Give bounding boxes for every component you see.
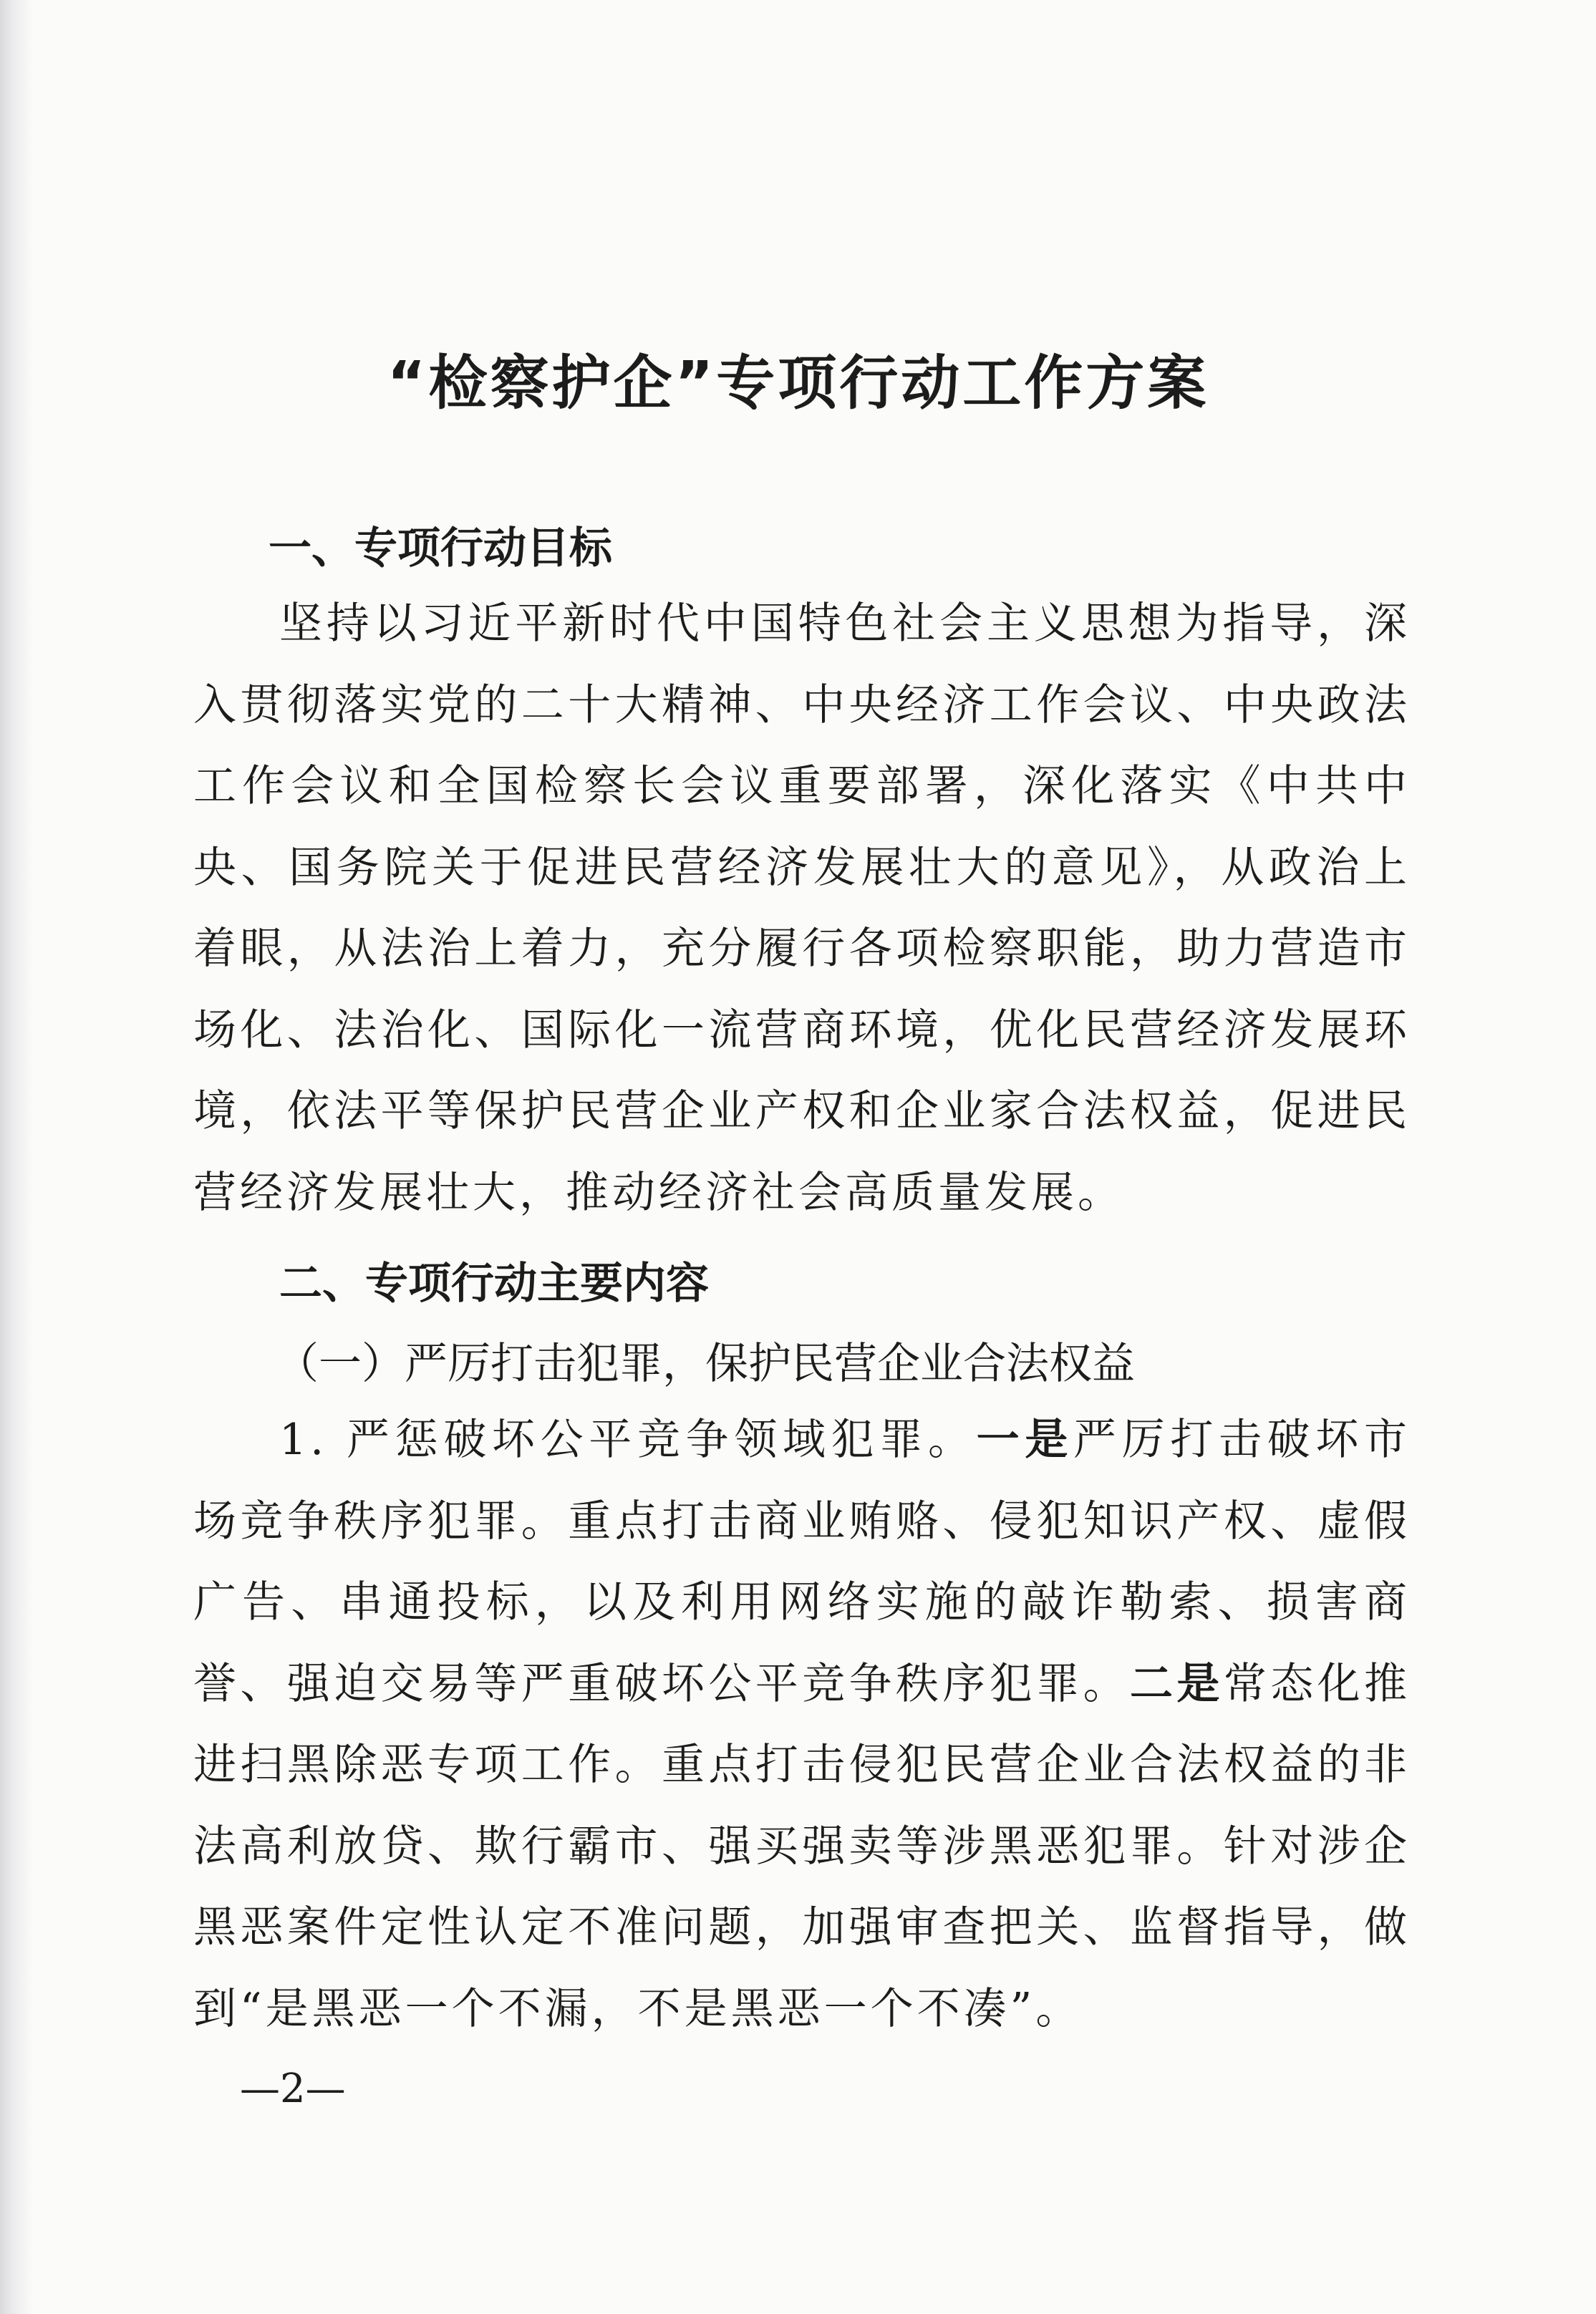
section-1-heading: 一、专项行动目标: [269, 523, 612, 573]
item-1-text-1: 严厉打击破坏市场竞争秩序犯罪。重点打击商业贿赂、侵犯知识产权、虚假广告、串通投标，以及利用网络实施的敲诈勒索、损害商誉、强迫交易等严重破坏公平竞争秩序犯罪。: [193, 1415, 1411, 1709]
item-1-bold-1: 一是: [976, 1415, 1073, 1465]
section-2-heading: 二、专项行动主要内容: [279, 1259, 709, 1309]
section-1-paragraph: 坚持以习近平新时代中国特色社会主义思想为指导，深入贯彻落实党的二十大精神、中央经济工作会议、中央政法工作会议和全国检察长会议重要部署，深化落实《中共中央、国务院关于促进民营经济发展壮大的意见》，从政治上着眼，从法治上着力，充分履行各项检察职能，助力营造市场化、法治化、国际化一流营商环境，优化民营经济发展环境，依法平等保护民营企业产权和企业家合法权益，促进民营经济发展壮大，推动经济社会高质量发展。: [193, 599, 1411, 1218]
document-title: “检察护企”专项行动工作方案: [387, 349, 1209, 417]
item-1-text-2: 常态化推进扫黑除恶专项工作。重点打击侵犯民营企业合法权益的非法高利放贷、欺行霸市、强买强卖等涉黑恶犯罪。针对涉企黑恶案件定性认定不准问题，加强审查把关、监督指导，做到“是黑恶一个不漏，不是黑恶一个不凑”。: [193, 1658, 1411, 2034]
page-number: —2—: [240, 2066, 346, 2112]
section-2-subheading: （一）严厉打击犯罪，保护民营企业合法权益: [276, 1339, 1135, 1389]
item-1-paragraph: [193, 1400, 1411, 2050]
item-1-bold-2: 二是: [1130, 1658, 1224, 1709]
item-1-lead: 1. 严惩破坏公平竞争领域犯罪。: [279, 1415, 977, 1465]
